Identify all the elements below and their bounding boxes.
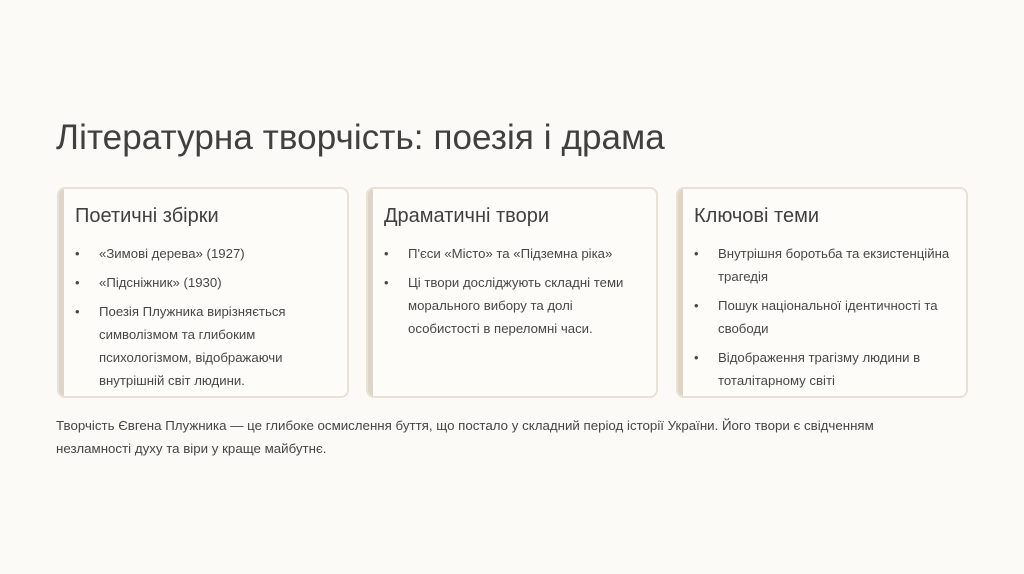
card-title: Поетичні збірки [75, 205, 219, 227]
bullet-icon: • [75, 275, 80, 290]
list-item [75, 271, 335, 294]
card-poetry-collections [57, 187, 349, 398]
bullet-icon: • [694, 246, 699, 261]
list-item-text: «Зимові дерева» (1927) [99, 246, 245, 261]
summary-paragraph: Творчість Євгена Плужника — це глибоке осмислення буття, що постало у складний період історії України. Його твори є свідченням незламності духу та віри у краще майбутнє. [56, 418, 874, 456]
bullet-icon: • [384, 246, 389, 261]
list-item-text: Ці твори досліджують складні теми морального вибору та долі особистості в переломні часи. [408, 275, 624, 336]
list-item [75, 242, 335, 265]
card-list [384, 242, 644, 346]
list-item [384, 242, 644, 265]
list-item-text: Пошук національної ідентичності та свободи [718, 298, 938, 336]
card-list [694, 242, 954, 398]
list-item [694, 242, 954, 288]
list-item-text: «Підсніжник» (1930) [99, 275, 222, 290]
list-item [694, 294, 954, 340]
slide-title: Літературна творчість: поезія і драма [56, 118, 665, 157]
list-item [384, 271, 644, 340]
bullet-icon: • [384, 275, 389, 290]
list-item-text: Відображення трагізму людини в тоталітарному світі [718, 350, 921, 388]
list-item-text: П'єси «Місто» та «Підземна ріка» [408, 246, 613, 261]
card-dramatic-works [366, 187, 658, 398]
bullet-icon: • [694, 298, 699, 313]
card-title: Ключові теми [694, 205, 820, 227]
list-item [694, 346, 954, 392]
card-title: Драматичні твори [384, 205, 549, 227]
bullet-icon: • [75, 246, 80, 261]
bullet-icon: • [694, 350, 699, 365]
bullet-icon: • [75, 304, 80, 319]
list-item-text: Поезія Плужника вирізняється символізмом та глибоким психологізмом, відображаючи внутрішній світ людини. [99, 304, 286, 388]
list-item-text: Внутрішня боротьба та екзистенційна трагедія [718, 246, 950, 284]
list-item [75, 300, 335, 392]
card-list [75, 242, 335, 398]
card-key-themes [676, 187, 968, 398]
